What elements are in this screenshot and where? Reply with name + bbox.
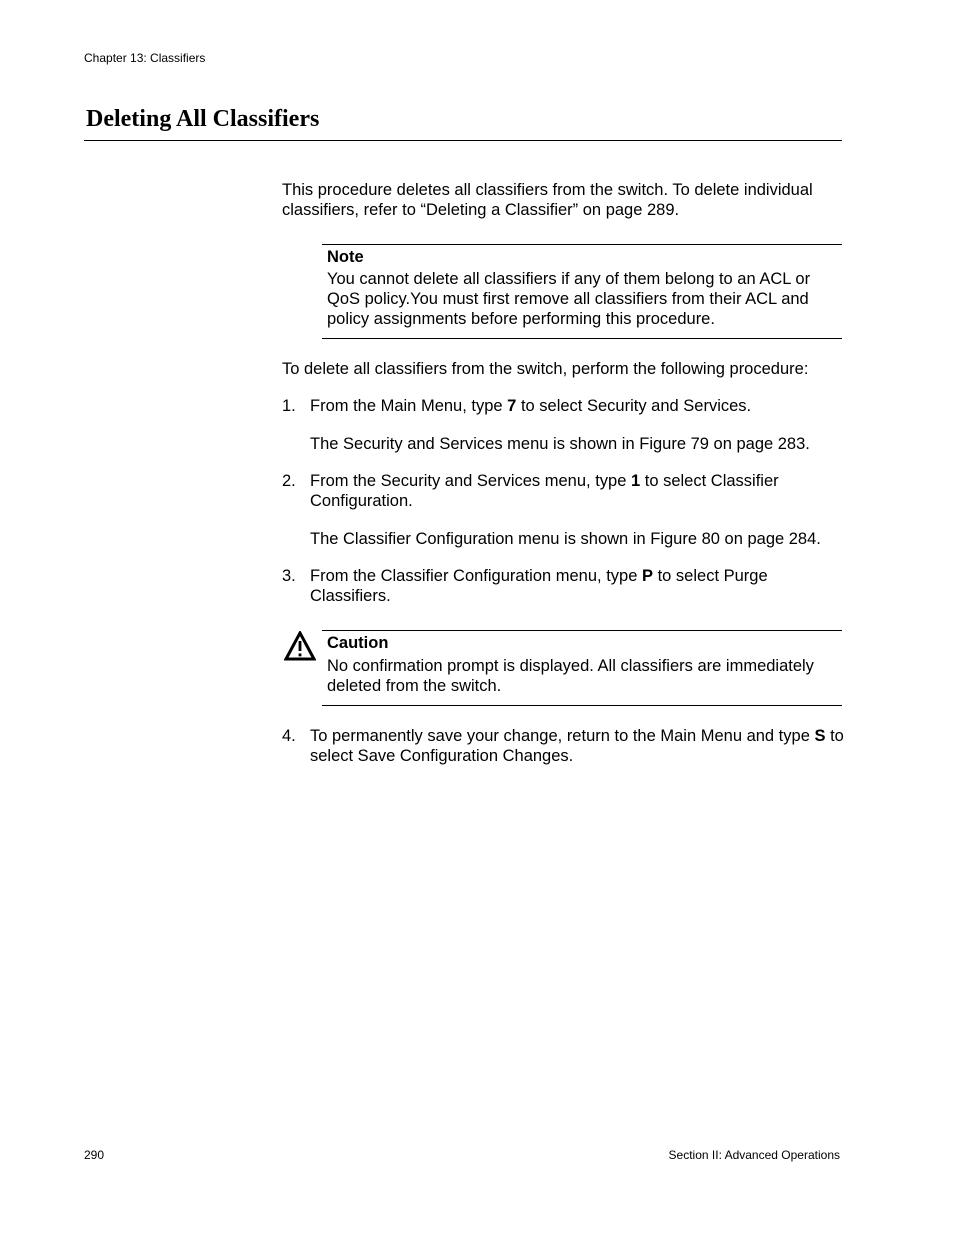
step-key: 7 xyxy=(507,397,517,415)
note-bottom-rule xyxy=(322,338,842,339)
running-footer: Section II: Advanced Operations xyxy=(668,1148,840,1162)
note-label: Note xyxy=(327,248,364,266)
section-title: Deleting All Classifiers xyxy=(86,106,320,132)
step-text: From the Classifier Configuration menu, type P to select Purge Classifiers. xyxy=(310,567,768,605)
note-top-rule xyxy=(322,244,842,245)
page-number: 290 xyxy=(84,1148,105,1162)
caution-top-rule xyxy=(322,630,842,631)
step-key: 1 xyxy=(630,472,641,490)
caution-label: Caution xyxy=(327,634,389,652)
running-header: Chapter 13: Classifiers xyxy=(84,51,206,65)
warning-triangle-icon xyxy=(284,631,316,661)
step-text: From the Security and Services menu, type 1 to select Classifier Configuration. xyxy=(310,472,779,510)
step-note: The Security and Services menu is shown in Figure 79 on page 283. xyxy=(310,435,810,453)
step-text: From the Main Menu, type 7 to select Security and Services. xyxy=(310,397,752,415)
step-text: To permanently save your change, return to the Main Menu and type S to select Save Configuration Changes. xyxy=(310,727,844,765)
step-key: P xyxy=(641,567,653,585)
step-note: The Classifier Configuration menu is shown in Figure 80 on page 284. xyxy=(310,530,821,548)
procedure-intro: To delete all classifiers from the switch, perform the following procedure: xyxy=(282,360,809,378)
step-number: 2. xyxy=(282,472,296,490)
step-key: S xyxy=(814,727,826,745)
intro-paragraph: This procedure deletes all classifiers from the switch. To delete individual classifiers, refer to “Deleting a Classifier” on page 289. xyxy=(282,181,813,219)
note-text: You cannot delete all classifiers if any of them belong to an ACL or QoS policy.You must first remove all classifiers from their ACL and policy assignments before performing this procedure. xyxy=(327,270,811,328)
step-number: 4. xyxy=(282,727,296,745)
caution-text: No confirmation prompt is displayed. All classifiers are immediately deleted from the switch. xyxy=(327,657,814,695)
title-rule xyxy=(84,140,842,141)
step-number: 1. xyxy=(282,397,296,415)
caution-bottom-rule xyxy=(322,705,842,706)
step-number: 3. xyxy=(282,567,296,585)
